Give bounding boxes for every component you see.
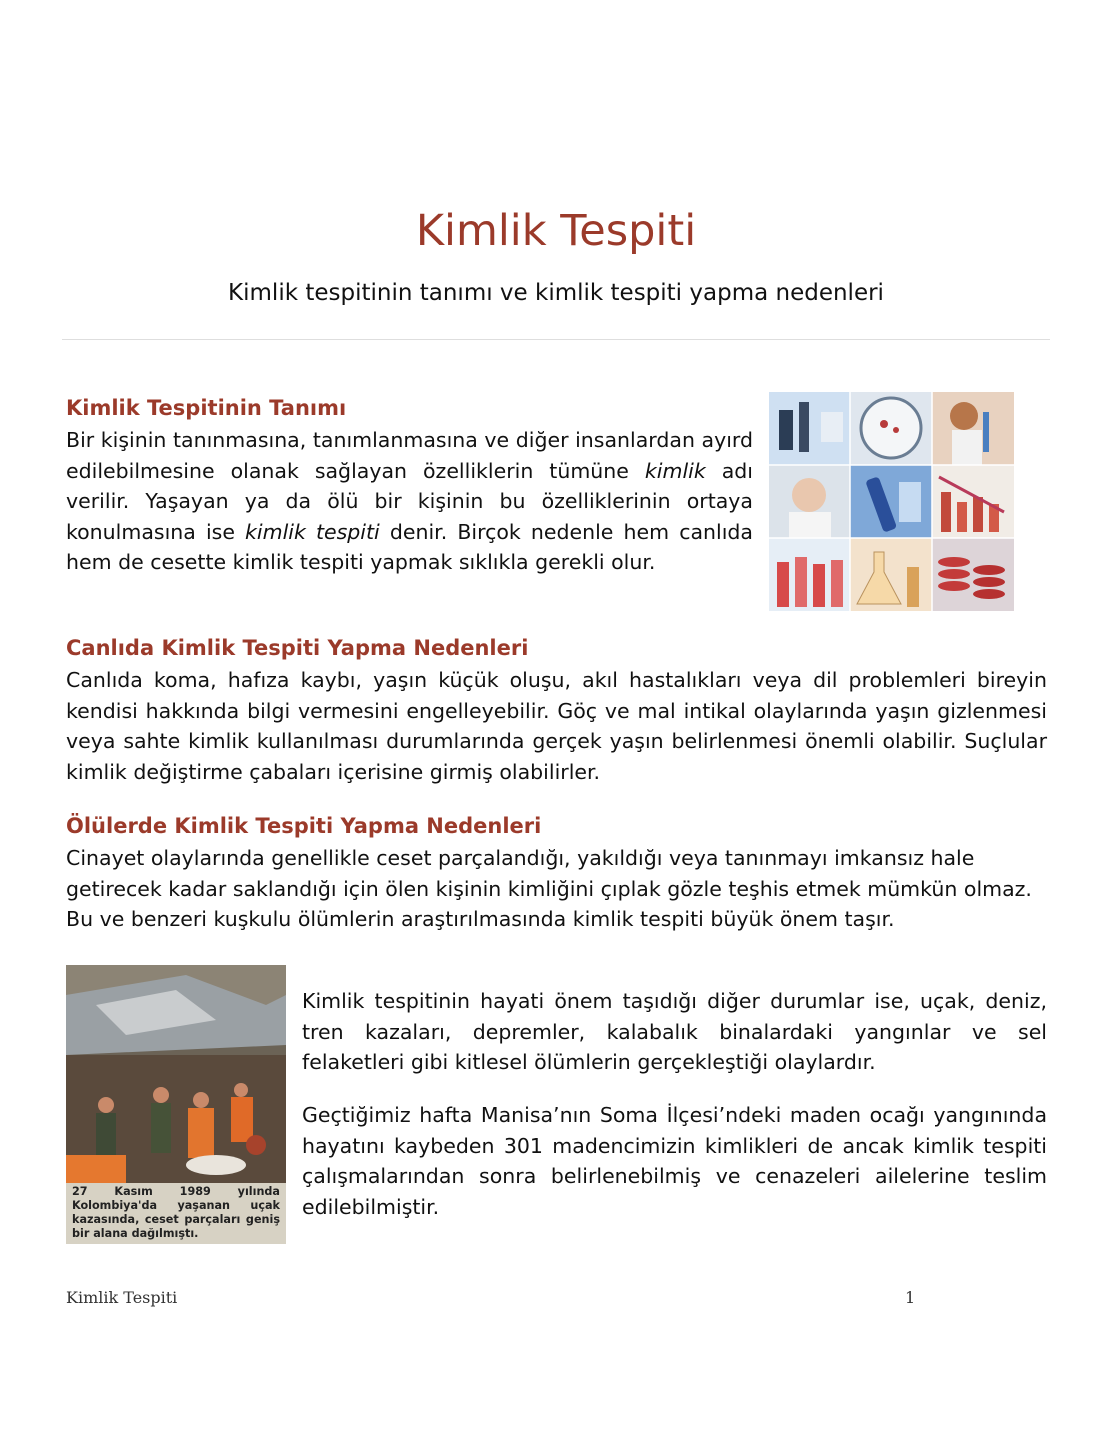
footer-page-number: 1 (905, 1288, 916, 1307)
closing-paragraph-2: Geçtiğimiz hafta Manisa’nın Soma İlçesi’ndeki maden ocağı yangınında hayatını kaybeden 301 madencimizin kimlikleri de ancak kimlik tespiti çalışmalarından sonra belirlenebilmiş ve cenazeleri ailelerine teslim edilebilmiştir. (302, 1103, 1047, 1219)
section-paragraph-definition: Bir kişinin tanınmasına, tanımlanmasına ve diğer insanlardan ayırd edilebilmesine olanak sağlayan özelliklerin tümüne kimlik adı verilir. Yaşayan ya da ölü bir kişinin bu özelliklerinin ortaya konulmasına ise kimlik tespiti denir. Birçok nedenle hem canlıda hem de cesette kimlik tespiti yapmak sıklıkla gerekli olur. (66, 428, 754, 574)
title-divider (62, 339, 1050, 340)
page-subtitle: Kimlik tespitinin tanımı ve kimlik tespiti yapma nedenleri (228, 280, 884, 306)
section-heading-living: Canlıda Kimlik Tespiti Yapma Nedenleri (66, 636, 529, 660)
footer-document-title: Kimlik Tespiti (66, 1288, 178, 1307)
forensic-lab-collage-image (769, 392, 1014, 611)
section-heading-definition: Kimlik Tespitinin Tanımı (66, 396, 347, 420)
photo-caption: 27 Kasım 1989 yılında Kolombiya'da yaşanan uçak kazasında, ceset parçaları geniş bir alana dağılmıştı. (66, 1183, 286, 1244)
section-heading-deceased: Ölülerde Kimlik Tespiti Yapma Nedenleri (66, 814, 542, 838)
section-paragraph-living: Canlıda koma, hafıza kaybı, yaşın küçük oluşu, akıl hastalıkları veya dil problemleri bireyin kendisi hakkında bilgi vermesini engelleyebilir. Göç ve mal intikal olaylarında yaşın gizlenmesi veya sahte kimlik kullanılması durumlarında gerçek yaşın belirlenmesi önemli olabilir. Suçlular kimlik değiştirme çabaları içerisine girmiş olabilirler. (66, 668, 1047, 784)
closing-paragraph-1: Kimlik tespitinin hayati önem taşıdığı diğer durumlar ise, uçak, deniz, tren kazaları, depremler, kalabalık binalardaki yangınlar ve sel felaketleri gibi kitlesel ölümlerin gerçekleştiği olaylardır. (302, 989, 1047, 1074)
plane-crash-photo (66, 965, 286, 1244)
page-title: Kimlik Tespiti (415, 206, 697, 256)
section-paragraph-deceased: Cinayet olaylarında genellikle ceset parçalandığı, yakıldığı veya tanınmayı imkansız hale getirecek kadar saklandığı için ölen kişinin kimliğini çıplak gözle teşhis etmek mümkün olmaz. Bu ve benzeri kuşkulu ölümlerin araştırılmasında kimlik tespiti büyük önem taşır. (66, 846, 1032, 931)
